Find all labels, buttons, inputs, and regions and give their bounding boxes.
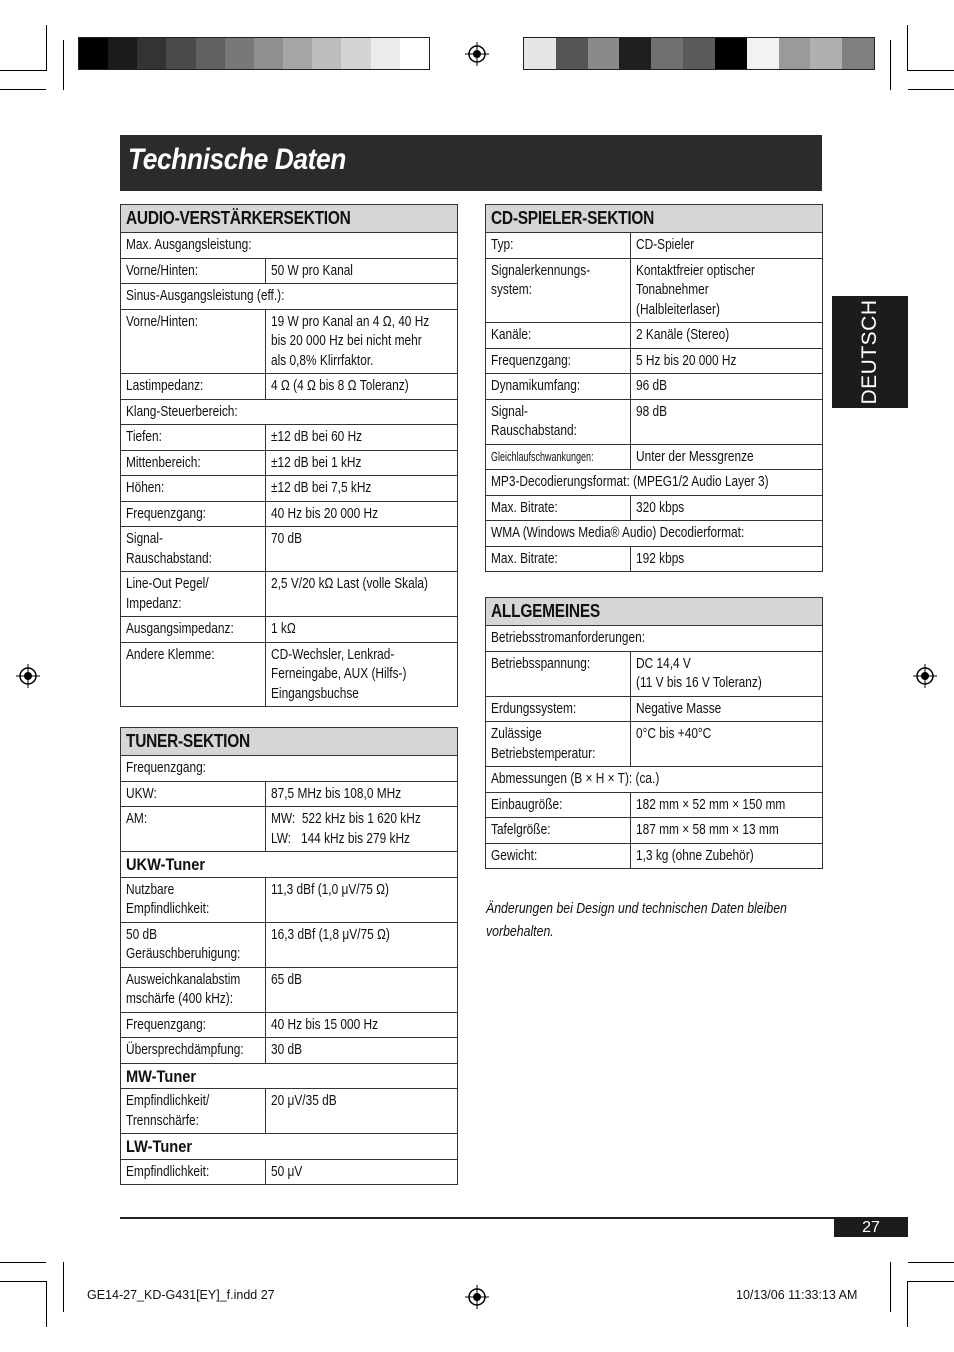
spec-value-cell	[631, 697, 822, 722]
color-swatch	[524, 38, 556, 69]
registration-mark-icon	[465, 1285, 489, 1309]
color-swatch	[283, 38, 312, 69]
spec-key-cell	[121, 923, 266, 967]
spec-value-cell	[631, 547, 822, 572]
spec-value-cell	[631, 818, 822, 843]
spec-row	[121, 476, 457, 502]
spec-group-row	[486, 767, 822, 793]
spec-value: 182 mm × 52 mm × 150 mm	[636, 796, 786, 813]
crop-mark	[0, 1262, 46, 1263]
color-swatch	[341, 38, 370, 69]
subsection-cell	[121, 852, 457, 877]
spec-row	[486, 445, 822, 471]
spec-value: 16,3 dBf (1,8 μV/75 Ω)	[271, 926, 390, 943]
spec-label: Höhen:	[126, 480, 165, 496]
crop-mark	[908, 89, 954, 90]
spec-key-cell	[121, 1089, 266, 1133]
crop-mark	[907, 25, 908, 71]
spec-label: Frequenzgang:	[126, 505, 206, 522]
spec-group-label: Klang-Steuerbereich:	[126, 403, 238, 420]
subsection-title: UKW-Tuner	[126, 855, 206, 874]
spec-value: Kontaktfreier optischer Tonabnehmer (Halbleiterlaser)	[636, 262, 755, 318]
spec-group-cell	[486, 767, 822, 792]
spec-value: 70 dB	[271, 531, 303, 547]
color-calibration-bar-right	[523, 37, 875, 70]
color-swatch	[137, 38, 166, 69]
spec-label: Frequenzgang:	[491, 352, 571, 369]
spec-label: Signal- Rauschabstand:	[491, 403, 577, 439]
color-swatch	[196, 38, 225, 69]
spec-label: 50 dB Geräuschberuhigung:	[126, 926, 241, 962]
spec-row	[121, 451, 457, 477]
crop-mark	[890, 1262, 891, 1312]
spec-value-cell	[266, 259, 457, 284]
tuner-section	[120, 727, 458, 1185]
spec-label: Lastimpedanz:	[126, 378, 204, 394]
spec-key-cell	[121, 968, 266, 1012]
spec-group-row	[486, 626, 822, 652]
title-band	[120, 135, 822, 191]
color-swatch	[312, 38, 341, 69]
spec-key-cell	[121, 425, 266, 450]
crop-mark	[46, 25, 47, 71]
footer-rule	[120, 1217, 908, 1219]
spec-row	[486, 697, 822, 723]
spec-label: Frequenzgang:	[126, 1016, 206, 1033]
spec-key-cell	[121, 502, 266, 527]
spec-value-cell	[266, 617, 457, 642]
spec-value: 87,5 MHz bis 108,0 MHz	[271, 785, 402, 802]
spec-value: 20 μV/35 dB	[271, 1093, 337, 1109]
spec-value: 4 Ω (4 Ω bis 8 Ω Toleranz)	[271, 378, 409, 394]
spec-group-row	[121, 756, 457, 782]
spec-group-cell	[121, 233, 457, 258]
crop-mark	[890, 40, 891, 90]
color-swatch	[715, 38, 747, 69]
subsection-row	[121, 1064, 457, 1090]
subsection-cell	[121, 1134, 457, 1159]
spec-value-cell	[266, 476, 457, 501]
language-tab	[832, 296, 908, 408]
spec-label: Ausgangsimpedanz:	[126, 621, 234, 637]
section-header-text: CD-SPIELER-SEKTION	[491, 208, 655, 228]
spec-row	[121, 1089, 457, 1134]
spec-value-cell	[631, 400, 822, 444]
spec-value: 40 Hz bis 15 000 Hz	[271, 1016, 379, 1033]
spec-row	[486, 818, 822, 844]
crop-mark	[0, 1281, 46, 1282]
spec-value: 2 Kanäle (Stereo)	[636, 327, 730, 343]
spec-key-cell	[121, 878, 266, 922]
spec-value: 65 dB	[271, 971, 303, 988]
spec-label: Tafelgröße:	[491, 822, 551, 838]
spec-value-cell	[631, 496, 822, 521]
spec-row	[486, 722, 822, 767]
spec-row	[121, 502, 457, 528]
color-swatch	[400, 38, 429, 69]
spec-value-cell	[631, 259, 822, 323]
spec-key-cell	[121, 527, 266, 571]
print-info-right: 10/13/06 11:33:13 AM	[736, 1288, 858, 1302]
spec-group-cell	[486, 470, 834, 495]
spec-value: 192 kbps	[636, 550, 685, 567]
color-swatch	[371, 38, 400, 69]
spec-value: CD-Wechsler, Lenkrad- Ferneingabe, AUX (Hilfs-) Eingangsbuchse	[271, 646, 407, 702]
spec-value: Negative Masse	[636, 700, 722, 717]
spec-key-cell	[486, 349, 631, 374]
section-header	[121, 205, 457, 233]
spec-group-row	[486, 521, 822, 547]
spec-key-cell	[486, 259, 631, 323]
spec-value-cell	[631, 844, 822, 869]
section-header-text: ALLGEMEINES	[491, 601, 600, 621]
spec-value-cell	[631, 652, 822, 696]
spec-row	[121, 643, 457, 707]
spec-label: UKW:	[126, 785, 157, 802]
spec-value-cell	[266, 968, 457, 1012]
spec-key-cell	[121, 782, 266, 807]
spec-group-label: Frequenzgang:	[126, 760, 206, 776]
color-calibration-bar-left	[78, 37, 430, 70]
spec-value: 19 W pro Kanal an 4 Ω, 40 Hz bis 20 000 Hz bei nicht mehr als 0,8% Klirrfaktor.	[271, 313, 430, 369]
spec-group-label: WMA (Windows Media® Audio) Decodierformat:	[491, 525, 745, 541]
section-header-text: TUNER-SEKTION	[126, 731, 250, 751]
spec-group-label: MP3-Decodierungsformat: (MPEG1/2 Audio Layer 3)	[491, 474, 769, 490]
spec-group-cell	[121, 284, 457, 309]
spec-row	[486, 547, 822, 572]
spec-label: Max. Bitrate:	[491, 550, 558, 567]
section-header-text: AUDIO-VERSTÄRKERSEKTION	[126, 208, 351, 228]
spec-value-cell	[266, 374, 457, 399]
subsection-row	[121, 1134, 457, 1160]
spec-row	[121, 617, 457, 643]
spec-key-cell	[121, 617, 266, 642]
spec-key-cell	[486, 793, 631, 818]
spec-key-cell	[486, 818, 631, 843]
color-swatch	[225, 38, 254, 69]
spec-label: Gewicht:	[491, 847, 538, 864]
spec-value: 50 μV	[271, 1163, 303, 1180]
spec-label: Betriebsspannung:	[491, 655, 591, 672]
section-header	[121, 728, 457, 756]
spec-key-cell	[486, 445, 631, 470]
spec-value: ±12 dB bei 1 kHz	[271, 454, 362, 471]
spec-group-cell	[121, 400, 457, 425]
spec-label: Mittenbereich:	[126, 454, 201, 471]
spec-row	[121, 782, 457, 808]
language-tab-label: DEUTSCH	[858, 299, 881, 405]
color-swatch	[79, 38, 108, 69]
spec-value-cell	[266, 310, 469, 374]
spec-row	[486, 374, 822, 400]
spec-label: Andere Klemme:	[126, 646, 215, 663]
spec-group-cell	[486, 521, 822, 546]
spec-value-cell	[266, 451, 457, 476]
spec-label: Gleichlaufschwankungen:	[491, 449, 594, 464]
spec-row	[121, 923, 457, 968]
spec-row	[486, 496, 822, 522]
spec-value: ±12 dB bei 7,5 kHz	[271, 480, 372, 496]
spec-row	[486, 259, 822, 324]
spec-row	[121, 425, 457, 451]
spec-label: Zulässige Betriebstemperatur:	[491, 726, 596, 762]
spec-label: Kanäle:	[491, 327, 532, 343]
crop-mark	[0, 70, 46, 71]
spec-key-cell	[486, 400, 631, 444]
color-swatch	[810, 38, 842, 69]
spec-key-cell	[121, 1160, 266, 1185]
spec-value-cell	[631, 349, 822, 374]
crop-mark	[63, 40, 64, 90]
crop-mark	[908, 1262, 954, 1263]
spec-row	[121, 572, 457, 617]
spec-key-cell	[486, 374, 631, 399]
spec-value: 320 kbps	[636, 499, 685, 516]
spec-label: Empfindlichkeit/ Trennschärfe:	[126, 1093, 210, 1129]
registration-mark-icon	[465, 42, 489, 66]
spec-row	[121, 878, 457, 923]
spec-value-cell	[266, 502, 457, 527]
spec-value-cell	[631, 793, 823, 818]
spec-row	[121, 807, 457, 852]
color-swatch	[588, 38, 620, 69]
spec-key-cell	[486, 496, 631, 521]
spec-label: Nutzbare Empfindlichkeit:	[126, 881, 210, 917]
spec-key-cell	[486, 652, 631, 696]
spec-group-row	[121, 284, 457, 310]
spec-row	[121, 374, 457, 400]
cd-player-section	[485, 204, 823, 572]
spec-value-cell	[631, 233, 822, 258]
spec-value-cell	[631, 323, 822, 348]
spec-label: Dynamikumfang:	[491, 378, 581, 394]
spec-value-cell	[266, 1038, 457, 1063]
spec-value-cell	[631, 722, 822, 766]
spec-value: CD-Spieler	[636, 237, 695, 253]
subsection-title: MW-Tuner	[126, 1066, 197, 1086]
crop-mark	[908, 70, 954, 71]
page-title: Technische Daten	[128, 143, 346, 176]
spec-group-label: Max. Ausgangsleistung:	[126, 237, 252, 253]
color-swatch	[842, 38, 874, 69]
spec-key-cell	[121, 310, 266, 374]
crop-mark	[63, 1262, 64, 1312]
spec-value-cell	[266, 1013, 457, 1038]
spec-value-cell	[266, 572, 467, 616]
spec-key-cell	[121, 1038, 266, 1063]
spec-row	[121, 968, 457, 1013]
spec-row	[486, 400, 822, 445]
spec-label: Vorne/Hinten:	[126, 262, 199, 279]
spec-key-cell	[486, 844, 631, 869]
spec-group-cell	[486, 626, 822, 651]
page-number	[834, 1217, 908, 1237]
spec-row	[486, 349, 822, 375]
registration-mark-icon	[913, 664, 937, 688]
spec-value: 50 W pro Kanal	[271, 262, 353, 279]
color-swatch	[651, 38, 683, 69]
spec-value-cell	[266, 1089, 457, 1133]
spec-key-cell	[121, 374, 266, 399]
spec-row	[486, 793, 822, 819]
spec-label: Line-Out Pegel/ Impedanz:	[126, 576, 209, 612]
color-swatch	[619, 38, 651, 69]
spec-value-cell	[266, 643, 457, 707]
spec-label: Erdungssystem:	[491, 700, 577, 717]
subsection-row	[121, 852, 457, 878]
general-section	[485, 597, 823, 869]
spec-row	[486, 323, 822, 349]
spec-value: 40 Hz bis 20 000 Hz	[271, 505, 379, 522]
crop-mark	[907, 1281, 908, 1327]
spec-key-cell	[121, 572, 266, 616]
spec-row	[486, 233, 822, 259]
page-number-text: 27	[862, 1219, 880, 1236]
spec-value-cell	[266, 878, 457, 922]
crop-mark	[0, 89, 46, 90]
spec-value-cell	[266, 527, 457, 571]
crop-mark	[908, 1281, 954, 1282]
disclaimer-text: Änderungen bei Design und technischen Daten bleiben vorbehalten.	[486, 900, 787, 940]
spec-value-cell	[631, 445, 822, 470]
spec-value: 96 dB	[636, 378, 668, 394]
spec-label: Empfindlichkeit:	[126, 1163, 210, 1180]
color-swatch	[254, 38, 283, 69]
print-info-left: GE14-27_KD-G431[EY]_f.indd 27	[87, 1288, 275, 1302]
spec-label: Max. Bitrate:	[491, 499, 558, 516]
spec-value: MW: 522 kHz bis 1 620 kHz LW: 144 kHz bis 279 kHz	[271, 811, 421, 847]
spec-value: 1 kΩ	[271, 621, 296, 637]
spec-value: 11,3 dBf (1,0 μV/75 Ω)	[271, 881, 389, 898]
section-header	[486, 205, 822, 233]
spec-label: Signalerkennungs- system:	[491, 262, 591, 298]
subsection-title: LW-Tuner	[126, 1137, 193, 1156]
spec-value-cell	[266, 1160, 457, 1185]
spec-row	[121, 259, 457, 285]
spec-key-cell	[121, 451, 266, 476]
spec-label: Übersprechdämpfung:	[126, 1042, 244, 1058]
spec-group-label: Abmessungen (B × H × T): (ca.)	[491, 771, 660, 787]
spec-value-cell	[266, 923, 457, 967]
spec-label: AM:	[126, 811, 148, 827]
spec-label: Signal- Rauschabstand:	[126, 531, 212, 567]
subsection-cell	[121, 1064, 457, 1089]
spec-row	[121, 1160, 457, 1185]
spec-group-cell	[121, 756, 457, 781]
spec-row	[121, 1013, 457, 1039]
spec-key-cell	[486, 722, 631, 766]
spec-group-row	[121, 400, 457, 426]
spec-key-cell	[486, 547, 631, 572]
spec-value-cell	[266, 782, 457, 807]
spec-key-cell	[121, 1013, 266, 1038]
spec-value-cell	[266, 425, 457, 450]
spec-value-cell	[631, 374, 822, 399]
spec-key-cell	[121, 476, 266, 501]
spec-key-cell	[486, 697, 631, 722]
spec-label: Einbaugröße:	[491, 796, 563, 813]
spec-row	[486, 844, 822, 869]
color-swatch	[747, 38, 779, 69]
color-swatch	[683, 38, 715, 69]
spec-row	[486, 652, 822, 697]
spec-group-label: Sinus-Ausgangsleistung (eff.):	[126, 288, 285, 304]
spec-value: 0°C bis +40°C	[636, 726, 712, 742]
color-swatch	[166, 38, 195, 69]
spec-row	[121, 527, 457, 572]
color-swatch	[779, 38, 811, 69]
spec-value-cell	[266, 807, 459, 851]
section-header	[486, 598, 822, 626]
spec-value: 187 mm × 58 mm × 13 mm	[636, 822, 779, 838]
spec-key-cell	[121, 807, 266, 851]
spec-value: 2,5 V/20 kΩ Last (volle Skala)	[271, 576, 428, 592]
spec-label: Typ:	[491, 237, 514, 253]
spec-label: Ausweichkanalabstim mschärfe (400 kHz):	[126, 971, 241, 1007]
spec-value: 1,3 kg (ohne Zubehör)	[636, 847, 754, 864]
disclaimer-note	[486, 897, 826, 943]
spec-value: 5 Hz bis 20 000 Hz	[636, 352, 737, 369]
registration-mark-icon	[16, 664, 40, 688]
audio-amplifier-section	[120, 204, 458, 707]
spec-key-cell	[121, 643, 266, 707]
color-swatch	[556, 38, 588, 69]
spec-group-row	[121, 233, 457, 259]
spec-value: 30 dB	[271, 1042, 303, 1058]
spec-label: Vorne/Hinten:	[126, 313, 199, 330]
color-swatch	[108, 38, 137, 69]
spec-value: 98 dB	[636, 403, 668, 420]
spec-key-cell	[121, 259, 266, 284]
spec-key-cell	[486, 233, 631, 258]
spec-key-cell	[486, 323, 631, 348]
spec-group-label: Betriebsstromanforderungen:	[491, 630, 646, 646]
spec-row	[121, 1038, 457, 1064]
spec-value: Unter der Messgrenze	[636, 448, 754, 465]
spec-value: ±12 dB bei 60 Hz	[271, 429, 363, 445]
spec-row	[121, 310, 457, 375]
spec-value: DC 14,4 V (11 V bis 16 V Toleranz)	[636, 655, 762, 691]
spec-label: Tiefen:	[126, 429, 162, 445]
spec-group-row	[486, 470, 822, 496]
crop-mark	[46, 1281, 47, 1327]
